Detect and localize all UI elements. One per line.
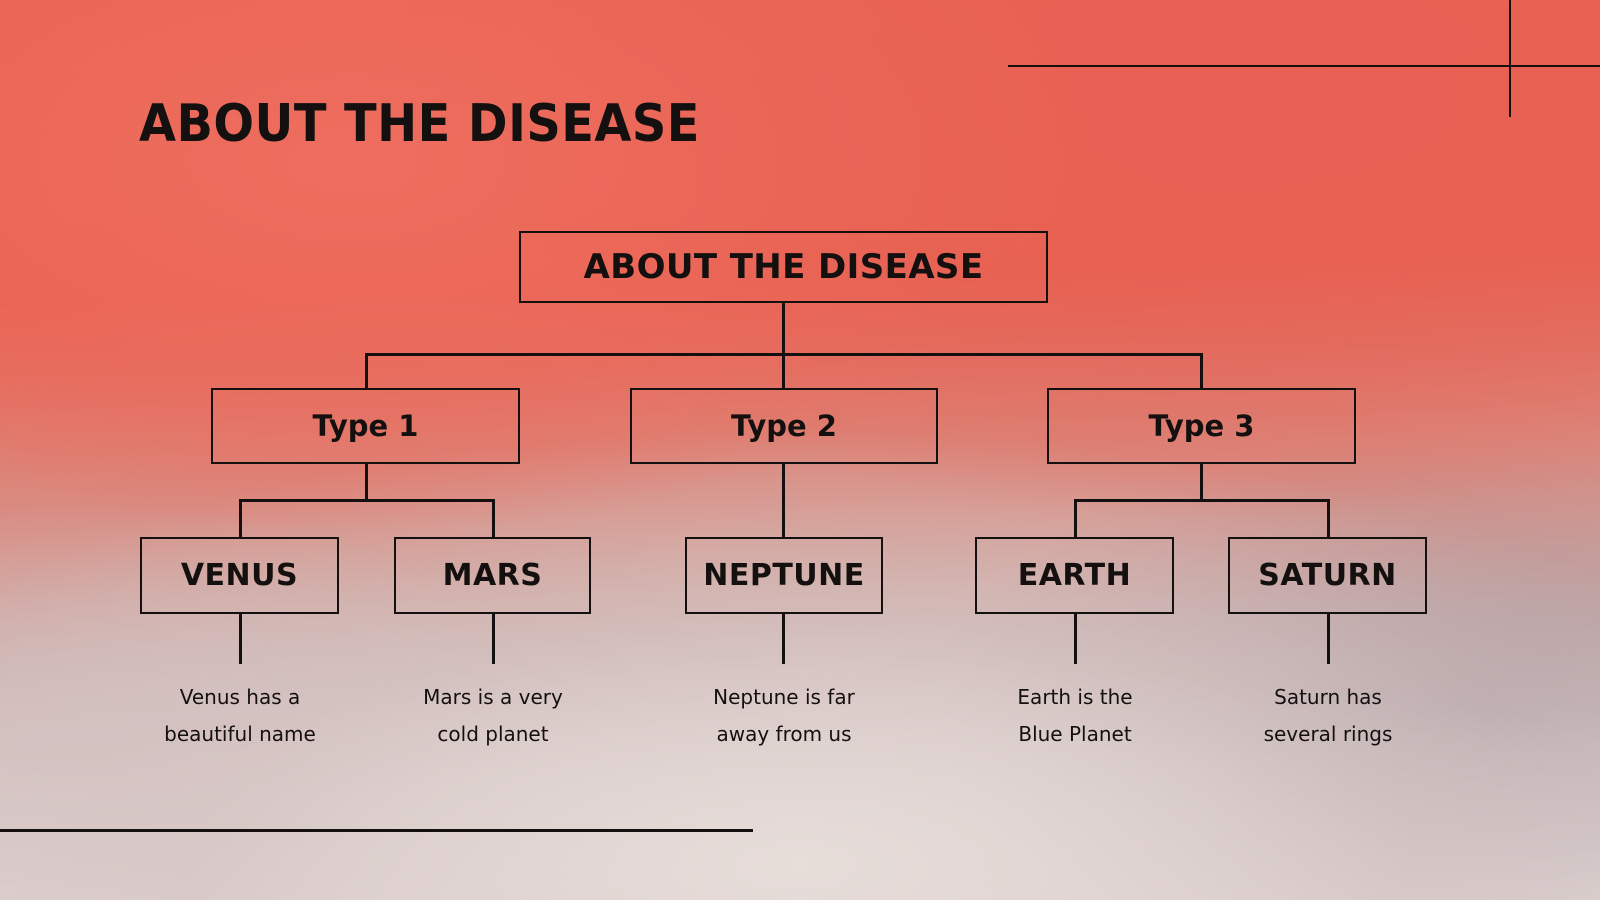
caption-saturn-line-2: several rings xyxy=(1263,722,1393,746)
caption-mars xyxy=(388,679,598,753)
connector-bus-to-type3 xyxy=(1200,353,1203,389)
connector-type1-to-mars xyxy=(492,499,495,537)
caption-earth-line-1: Earth is the xyxy=(1017,685,1133,709)
caption-neptune xyxy=(679,679,889,753)
caption-saturn-line-1: Saturn has xyxy=(1274,685,1382,709)
page-title: ABOUT THE DISEASE xyxy=(139,94,700,154)
connector-type1-bus xyxy=(239,499,492,502)
connector-root-down xyxy=(782,303,785,355)
connector-earth-to-caption xyxy=(1074,614,1077,664)
node-root[interactable]: ABOUT THE DISEASE xyxy=(519,231,1048,303)
connector-type1-to-venus xyxy=(239,499,242,537)
connector-type3-down xyxy=(1200,464,1203,500)
node-type-1[interactable]: Type 1 xyxy=(211,388,520,464)
node-saturn[interactable]: SATURN xyxy=(1228,537,1427,614)
connector-bus-to-type1 xyxy=(365,353,368,389)
connector-mars-to-caption xyxy=(492,614,495,664)
connector-saturn-to-caption xyxy=(1327,614,1330,664)
node-type-2[interactable]: Type 2 xyxy=(630,388,938,464)
caption-venus-line-1: Venus has a xyxy=(179,685,301,709)
node-earth[interactable]: EARTH xyxy=(975,537,1174,614)
node-mars[interactable]: MARS xyxy=(394,537,591,614)
node-venus[interactable]: VENUS xyxy=(140,537,339,614)
node-type-3[interactable]: Type 3 xyxy=(1047,388,1356,464)
connector-type1-down xyxy=(365,464,368,500)
caption-mars-line-2: cold planet xyxy=(437,722,549,746)
node-neptune[interactable]: NEPTUNE xyxy=(685,537,883,614)
caption-venus xyxy=(135,679,345,753)
connector-venus-to-caption xyxy=(239,614,242,664)
caption-saturn xyxy=(1223,679,1433,753)
caption-earth xyxy=(970,679,1180,753)
caption-earth-line-2: Blue Planet xyxy=(1018,722,1132,746)
caption-neptune-line-2: away from us xyxy=(716,722,852,746)
connector-type3-bus xyxy=(1074,499,1327,502)
caption-venus-line-2: beautiful name xyxy=(164,722,316,746)
caption-mars-line-1: Mars is a very xyxy=(423,685,563,709)
connector-type2-to-neptune xyxy=(782,464,785,537)
connector-type3-to-saturn xyxy=(1327,499,1330,537)
caption-neptune-line-1: Neptune is far xyxy=(713,685,855,709)
connector-bus-to-type2 xyxy=(782,353,785,389)
connector-type3-to-earth xyxy=(1074,499,1077,537)
connector-neptune-to-caption xyxy=(782,614,785,664)
